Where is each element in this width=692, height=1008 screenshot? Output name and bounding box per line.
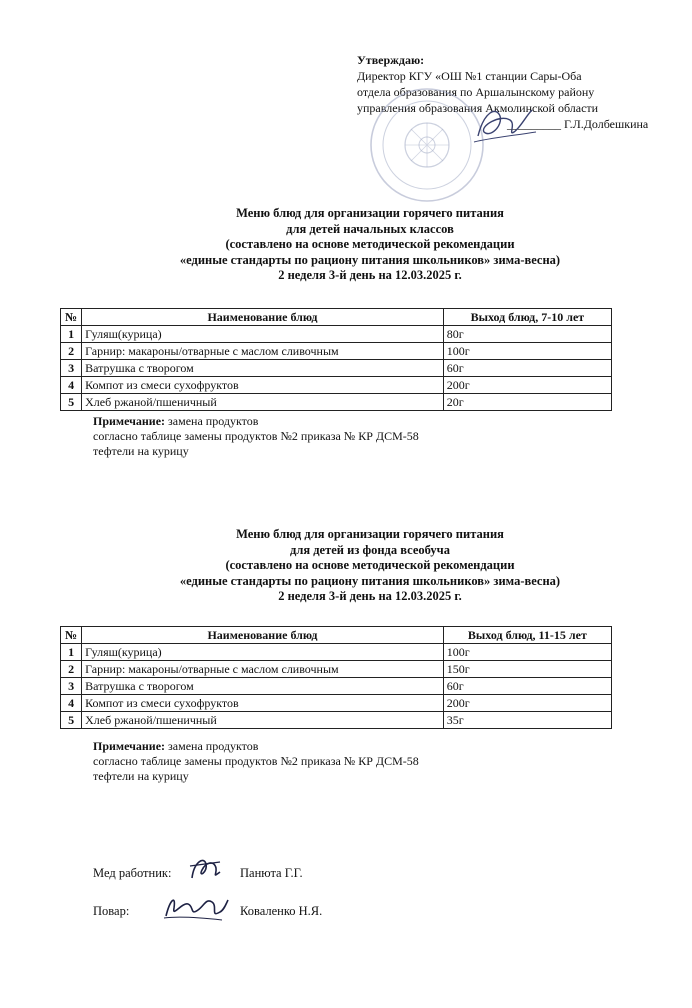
row-output: 200г: [443, 377, 611, 394]
row-dish: Хлеб ржаной/пшеничный: [82, 712, 444, 729]
row-output: 100г: [443, 644, 611, 661]
row-output: 200г: [443, 695, 611, 712]
approval-heading: Утверждаю:: [357, 53, 425, 67]
approval-line-1: Директор КГУ «ОШ №1 станции Сары-Оба: [357, 69, 582, 83]
row-num: 3: [61, 678, 82, 695]
menu1-title-line-1: Меню блюд для организации горячего питания: [236, 206, 504, 220]
header-num: №: [61, 309, 82, 326]
approval-line-2: отдела образования по Аршалынскому району: [357, 85, 595, 99]
note-line-2: согласно таблице замены продуктов №2 приказа № КР ДСМ-58: [93, 429, 419, 443]
row-output: 60г: [443, 360, 611, 377]
row-num: 1: [61, 644, 82, 661]
official-stamp: [368, 86, 486, 204]
menu1-title: [100, 206, 640, 284]
row-num: 4: [61, 377, 82, 394]
row-dish: Компот из смеси сухофруктов: [82, 377, 444, 394]
cook-label: Повар:: [93, 904, 130, 918]
menu2-title-line-2: для детей из фонда всеобуча: [290, 542, 450, 557]
table-row: [61, 326, 612, 343]
med-worker-name: Панюта Г.Г.: [240, 866, 303, 880]
row-num: 2: [61, 343, 82, 360]
menu2-title-line-5: 2 неделя 3-й день на 12.03.2025 г.: [278, 589, 462, 603]
cook-signature: [160, 888, 232, 924]
row-output: 60г: [443, 678, 611, 695]
row-dish: Гуляш(курица): [82, 644, 444, 661]
row-num: 2: [61, 661, 82, 678]
menu2-title-line-3: (составлено на основе методической рекомендации: [225, 558, 515, 572]
note-line-3: тефтели на курицу: [93, 769, 189, 783]
row-dish: Ватрушка с творогом: [82, 678, 444, 695]
med-worker-signature: [186, 852, 226, 886]
row-output: 35г: [443, 712, 611, 729]
row-dish: Гарнир: макароны/отварные с маслом сливочным: [82, 661, 444, 678]
menu2-note: [93, 739, 613, 784]
table-row: [61, 644, 612, 661]
table-header-row: [61, 309, 612, 326]
note-text: замена продуктов: [165, 739, 259, 753]
cook-name: Коваленко Н.Я.: [240, 904, 323, 918]
row-num: 3: [61, 360, 82, 377]
note-text: замена продуктов: [165, 414, 259, 428]
row-dish: Хлеб ржаной/пшеничный: [82, 394, 444, 411]
row-dish: Гуляш(курица): [82, 326, 444, 343]
header-output: Выход блюд, 11-15 лет: [443, 627, 611, 644]
header-output: Выход блюд, 7-10 лет: [443, 309, 611, 326]
menu1-title-line-3: (составлено на основе методической рекомендации: [225, 237, 515, 251]
table-row: [61, 377, 612, 394]
menu1-note: [93, 414, 613, 459]
row-output: 80г: [443, 326, 611, 343]
note-label: Примечание:: [93, 414, 166, 428]
approval-line-4: _________ Г.Л.Долбешкина: [507, 117, 649, 131]
header-dish: Наименование блюд: [82, 627, 444, 644]
note-line-3: тефтели на курицу: [93, 444, 189, 458]
menu1-title-line-4: «единые стандарты по рациону питания школьников» зима-весна): [179, 252, 561, 267]
menu2-title: [100, 527, 640, 605]
row-output: 150г: [443, 661, 611, 678]
menu2-title-line-4: «единые стандарты по рациону питания школьников» зима-весна): [179, 573, 561, 588]
row-output: 20г: [443, 394, 611, 411]
table-row: [61, 360, 612, 377]
row-num: 4: [61, 695, 82, 712]
row-dish: Гарнир: макароны/отварные с маслом сливочным: [82, 343, 444, 360]
menu2-table: [60, 626, 612, 729]
row-dish: Компот из смеси сухофруктов: [82, 695, 444, 712]
table-header-row: [61, 627, 612, 644]
menu1-table: [60, 308, 612, 411]
menu2-title-line-1: Меню блюд для организации горячего питания: [236, 527, 504, 541]
menu1-title-line-2: для детей начальных классов: [286, 221, 454, 236]
table-row: [61, 343, 612, 360]
table-row: [61, 661, 612, 678]
row-num: 5: [61, 394, 82, 411]
menu1-title-line-5: 2 неделя 3-й день на 12.03.2025 г.: [278, 268, 462, 282]
row-output: 100г: [443, 343, 611, 360]
header-num: №: [61, 627, 82, 644]
note-line-2: согласно таблице замены продуктов №2 приказа № КР ДСМ-58: [93, 754, 419, 768]
director-signature: [470, 102, 540, 146]
table-row: [61, 678, 612, 695]
table-row: [61, 712, 612, 729]
table-row: [61, 695, 612, 712]
table-row: [61, 394, 612, 411]
header-dish: Наименование блюд: [82, 309, 444, 326]
approval-line-3: управления образования Акмолинской области: [357, 101, 599, 115]
row-dish: Ватрушка с творогом: [82, 360, 444, 377]
row-num: 1: [61, 326, 82, 343]
row-num: 5: [61, 712, 82, 729]
med-worker-label: Мед работник:: [93, 866, 172, 880]
note-label: Примечание:: [93, 739, 166, 753]
